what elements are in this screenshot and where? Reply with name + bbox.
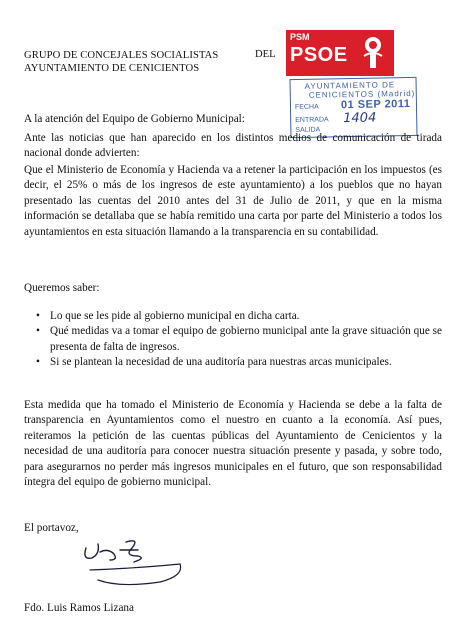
context-paragraph: Que el Ministerio de Economía y Hacienda va a retener la participación en los impuestos (es decir, el 25% o más de los ingresos de este ayuntamiento) a los pueblos que no hayan presentado las cuentas del 2010 antes del 31 de Julio de 2011, y que en la misma información se detallaba que se había remitido una carta por parte del Ministerio a todos los ayuntamientos en esta situación llamando a la transparencia en su contabilidad. [24,164,442,238]
stamp-line2: CENICIENTOS (Madrid) [308,88,416,100]
logo-psm-text: PSM [290,32,310,42]
group-name: GRUPO DE CONCEJALES SOCIALISTAS [24,50,219,61]
registry-stamp [289,77,417,138]
sender-header [24,49,218,75]
stamp-entrada-label: ENTRADA [295,116,329,125]
handwritten-signature [80,530,190,592]
rose-fist-icon [356,34,390,72]
intro-paragraph: Ante las noticias que han aparecido en los distintos medios de comunicación de tirada nacional donde advierten: [24,132,442,160]
stamp-line1: AYUNTAMIENTO DE [304,80,396,91]
town-hall-name: AYUNTAMIENTO DE CENICIENTOS [24,63,200,74]
psoe-logo [286,30,394,76]
list-item: • Lo que se les pide al gobierno municipal en dicha carta. [24,309,442,324]
stamp-entry-number: 1404 [343,110,377,127]
questions-heading: Queremos saber: [24,282,100,294]
signatory-name: Fdo. Luis Ramos Lizana [24,602,134,614]
stamp-fecha-label: FECHA [294,103,319,112]
conclusion-paragraph: Esta medida que ha tomado el Ministerio de Economía y Hacienda se debe a la falta de transparencia en Ayuntamientos como el nuestro en cuanto a la economía. Así pues, reiteramos la petición de las cuentas públicas del Ayuntamiento de Cenicientos y la necesidad de una auditoría para conocer nuestra situación presente y pasada, y sobre todo, para asegurarnos no perder más ingresos municipales en el futuro, que son responsabilidad íntegra del equipo de gobierno municipal. [24,399,442,489]
questions-list [24,309,442,371]
list-item: • Si se plantean la necesidad de una auditoría para nuestras arcas municipales. [24,355,442,370]
stamp-salida-label: SALIDA [295,126,321,135]
logo-psoe-text: PSOE [290,44,348,66]
list-item: • Qué medidas va a tomar el equipo de gobierno municipal ante la grave situación que se presenta de falta de ingresos. [24,324,442,355]
attention-line: A la atención del Equipo de Gobierno Municipal: [24,113,245,125]
header-del: DEL [255,49,276,60]
stamp-date: 01 SEP 2011 [340,98,411,112]
closing-line: El portavoz, [24,522,79,534]
